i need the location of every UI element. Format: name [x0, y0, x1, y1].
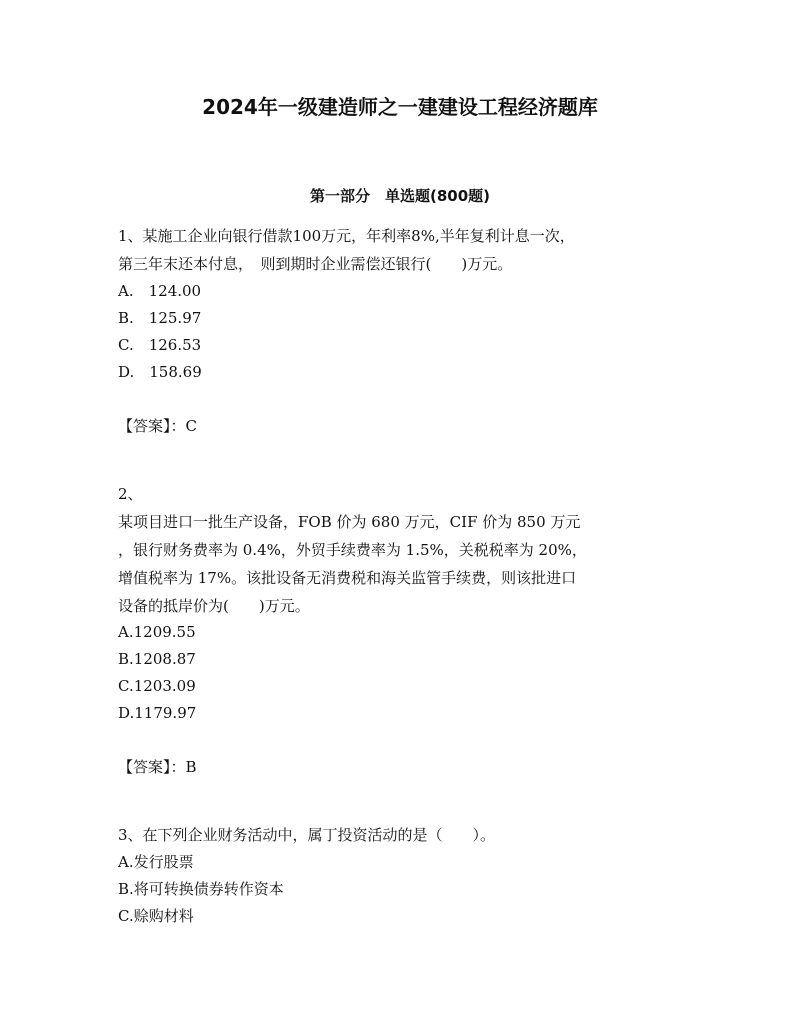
- question-2-option-d: D.1179.97: [118, 704, 197, 722]
- question-2-number: 2、: [118, 485, 143, 503]
- question-2-stem-line-2: ，银行财务费率为 0.4%，外贸手续费率为 1.5%，关税税率为 20%，: [118, 541, 587, 559]
- section-title: 第一部分 单选题(800题): [309, 187, 491, 205]
- question-1-answer: 【答案】：C: [118, 417, 197, 435]
- question-1-option-a: A. 124.00: [118, 282, 202, 300]
- question-3-option-a: A.发行股票: [118, 853, 194, 871]
- question-1-option-b: B. 125.97: [118, 309, 202, 327]
- question-1-option-d: D. 158.69: [118, 363, 202, 381]
- question-2-option-b: B.1208.87: [118, 650, 196, 668]
- question-1-stem-line-1: 1、某施工企业向银行借款100万元，年利率8%,半年复利计息一次，: [118, 227, 575, 245]
- question-3-option-b: B.将可转换债券转作资本: [118, 880, 284, 898]
- question-1-option-c: C. 126.53: [118, 336, 202, 354]
- question-3-option-c: C.赊购材料: [118, 907, 194, 925]
- question-2-stem-line-4: 设备的抵岸价为( )万元。: [118, 597, 310, 615]
- question-2-stem-line-1: 某项目进口一批生产设备，FOB 价为 680 万元，CIF 价为 850 万元: [118, 513, 581, 531]
- document-title: 2024年一级建造师之一建建设工程经济题库: [202, 95, 598, 119]
- question-2-option-c: C.1203.09: [118, 677, 196, 695]
- question-2-answer: 【答案】：B: [118, 758, 197, 776]
- question-2-stem-line-3: 增值税率为 17%。该批设备无消费税和海关监管手续费，则该批进口: [118, 569, 577, 587]
- question-3-stem-line-1: 3、在下列企业财务活动中，属丁投资活动的是（ ）。: [118, 826, 496, 844]
- question-2-option-a: A.1209.55: [118, 623, 196, 641]
- question-1-stem-line-2: 第三年末还本付息， 则到期时企业需偿还银行( )万元。: [118, 255, 513, 273]
